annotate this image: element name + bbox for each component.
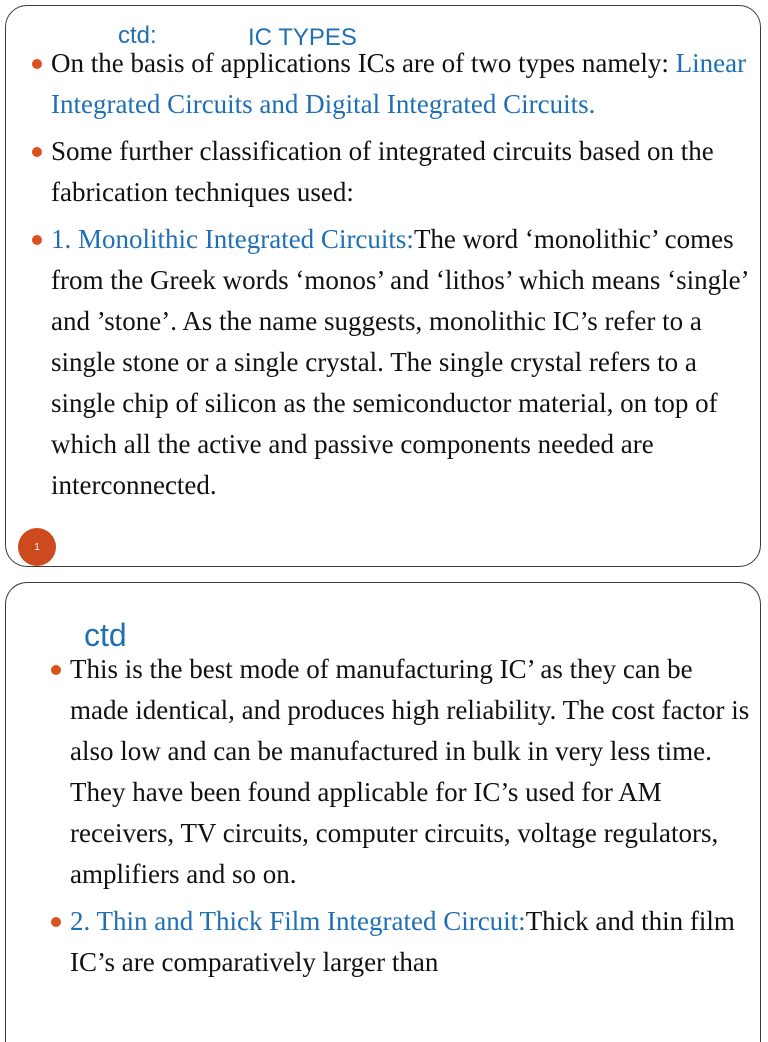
slide-2	[5, 582, 761, 1042]
list-item	[70, 649, 750, 895]
slide-1-bullet-list	[51, 43, 753, 512]
slide-1-title-prefix: ctd:	[118, 22, 157, 49]
bullet-dot-icon	[32, 147, 42, 157]
page-number-badge: 1	[18, 528, 56, 566]
bullet-text: Some further classification of integrated circuits based on the fabrication techniques used:	[51, 136, 714, 207]
list-item	[70, 901, 750, 983]
list-item	[51, 219, 753, 506]
list-item	[51, 131, 753, 213]
slide-1-title: IC TYPES	[248, 24, 357, 51]
bullet-dot-icon	[32, 59, 42, 69]
slide-2-title: ctd	[84, 617, 127, 653]
slide-1	[5, 5, 761, 567]
slide-2-bullet-list	[70, 649, 750, 989]
bullet-dot-icon	[51, 665, 61, 675]
bullet-highlight: Linear Integrated Circuits and Digital Integrated Circuits.	[51, 48, 747, 119]
bullet-text: This is the best mode of manufacturing IC’ as they can be made identical, and produces high reliability. The cost factor is also low and can be manufactured in bulk in very less time. They have been found applicable for IC’s used for AM receivers, TV circuits, computer circuits, voltage regulators, amplifiers and so on.	[70, 654, 750, 889]
bullet-dot-icon	[51, 917, 61, 927]
bullet-text: On the basis of applications ICs are of two types namely:	[51, 48, 676, 78]
bullet-highlight: 1. Monolithic Integrated Circuits:	[51, 224, 414, 254]
bullet-text: The word ‘monolithic’ comes from the Greek words ‘monos’ and ‘lithos’ which means ‘single’ and ’stone’. As the name suggests, monolithic IC’s refer to a single stone or a single crystal. The single crystal refers to a single chip of silicon as the semiconductor material, on top of which all the active and passive components needed are interconnected.	[51, 224, 748, 500]
bullet-text: Thick and thin film IC’s are comparatively larger than	[70, 906, 735, 977]
list-item	[51, 43, 753, 125]
bullet-highlight: 2. Thin and Thick Film Integrated Circuit:	[70, 906, 526, 936]
bullet-dot-icon	[32, 235, 42, 245]
